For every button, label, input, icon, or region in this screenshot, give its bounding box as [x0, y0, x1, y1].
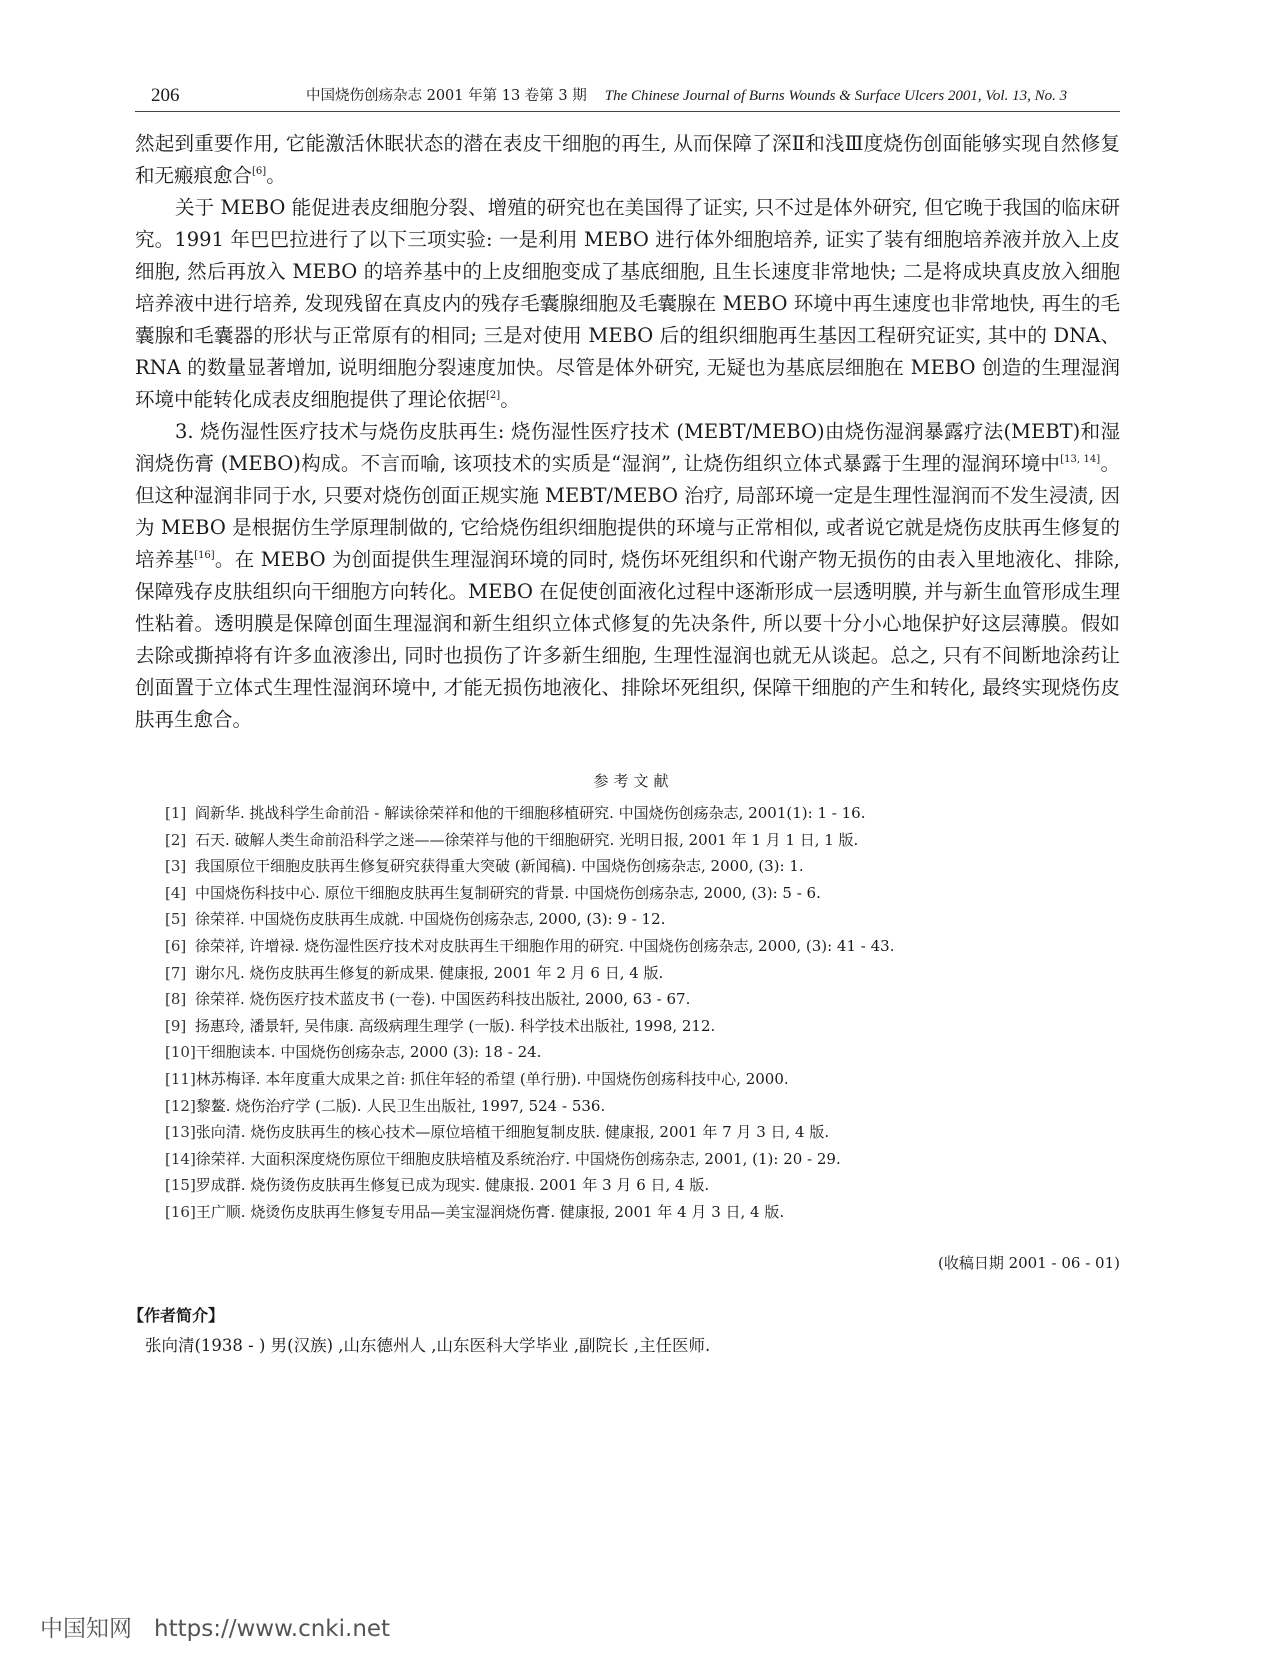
reference-number: [4]	[165, 883, 187, 902]
reference-number: [11]	[165, 1069, 196, 1088]
reference-item	[165, 827, 1115, 854]
paragraph-1-end: 。	[266, 164, 286, 187]
reference-list	[165, 800, 1115, 1226]
journal-title-en: The Chinese Journal of Burns Wounds & Surface Ulcers 2001, Vol. 13, No. 3	[604, 88, 1068, 104]
citation-16: [16]	[194, 550, 215, 561]
reference-text: 王广顺. 烧烫伤皮肤再生修复专用品—美宝湿润烧伤膏. 健康报, 2001 年 4 月 3 日, 4 版.	[195, 1202, 785, 1221]
received-date: (收稿日期 2001 - 06 - 01)	[937, 1254, 1120, 1272]
paragraph-1-text: 然起到重要作用, 它能激活休眠状态的潜在表皮干细胞的再生, 从而保障了深Ⅱ和浅Ⅲ度烧伤创面能够实现自然修复和无瘢痕愈合	[135, 132, 1120, 187]
header-rule	[135, 111, 1120, 112]
reference-number: [9]	[165, 1016, 187, 1035]
reference-item	[165, 1066, 1115, 1093]
journal-title-cn: 中国烧伤创疡杂志 2001 年第 13 卷第 3 期	[306, 88, 587, 104]
reference-text: 张向清. 烧伤皮肤再生的核心技术—原位培植干细胞复制皮肤. 健康报, 2001 年 7 月 3 日, 4 版.	[195, 1123, 830, 1142]
reference-text: 徐荣祥, 许增禄. 烧伤湿性医疗技术对皮肤再生干细胞作用的研究. 中国烧伤创疡杂志, 2000, (3): 41 - 43.	[195, 936, 895, 955]
reference-number: [12]	[165, 1096, 196, 1115]
reference-item	[165, 1013, 1115, 1040]
reference-item	[165, 1093, 1115, 1120]
reference-number: [5]	[165, 910, 187, 929]
reference-item	[165, 1119, 1115, 1146]
reference-text: 徐荣祥. 中国烧伤皮肤再生成就. 中国烧伤创疡杂志, 2000, (3): 9 - 12.	[195, 910, 666, 929]
site-url[interactable]: https://www.cnki.net	[154, 1616, 391, 1642]
citation-2: [2]	[486, 390, 501, 401]
paragraph-3-text-a: 3. 烧伤湿性医疗技术与烧伤皮肤再生: 烧伤湿性医疗技术 (MEBT/MEBO)由烧伤湿润暴露疗法(MEBT)和湿润烧伤膏 (MEBO)构成。不言而喻, 该项技术的实质是“湿润”, 让烧伤组织立体式暴露于生理的湿润环境中	[135, 420, 1120, 475]
paragraph-3-text-c: 。在 MEBO 为创面提供生理湿润环境的同时, 烧伤坏死组织和代谢产物无损伤的由表入里地液化、排除, 保障残存皮肤组织向干细胞方向转化。MEBO 在促使创面液化过程中逐渐形成一层透明膜, 并与新生血管形成生理性粘着。透明膜是保障创面生理湿润和新生组织立体式修复的先决条件, 所以要十分小心地保护好这层薄膜。假如去除或撕掉将有许多血液渗出, 同时也损伤了许多新生细胞, 生理性湿润也就无从谈起。总之, 只有不间断地涂药让创面置于立体式生理性湿润环境中, 才能无损伤地液化、排除坏死组织, 保障干细胞的产生和转化, 最终实现烧伤皮肤再生愈合。	[135, 548, 1120, 731]
paragraph-1	[135, 128, 1120, 192]
reference-number: [1]	[165, 804, 187, 822]
reference-number: [14]	[165, 1149, 196, 1168]
references-heading: 参考文献	[593, 772, 674, 790]
paragraph-2-text: 关于 MEBO 能促进表皮细胞分裂、增殖的研究也在美国得了证实, 只不过是体外研究, 但它晚于我国的临床研究。1991 年巴巴拉进行了以下三项实验: 一是利用 MEBO 进行体外细胞培养, 证实了装有细胞培养液并放入上皮细胞, 然后再放入 MEBO 的培养基中的上皮细胞变成了基底细胞, 且生长速度非常地快; 二是将成块真皮放入细胞培养液中进行培养, 发现残留在真皮内的残存毛囊腺细胞及毛囊腺在 MEBO 环境中再生速度也非常地快, 再生的毛囊腺和毛囊器的形状与正常原有的相同; 三是对使用 MEBO 后的组织细胞再生基因工程研究证实, 其中的 DNA、RNA 的数量显著增加, 说明细胞分裂速度加快。尽管是体外研究, 无疑也为基底层细胞在 MEBO 创造的生理湿润环境中能转化成表皮细胞提供了理论依据	[135, 196, 1120, 411]
reference-text: 徐荣祥. 大面积深度烧伤原位干细胞皮肤培植及系统治疗. 中国烧伤创疡杂志, 2001, (1): 20 - 29.	[195, 1149, 841, 1168]
reference-text: 谢尔凡. 烧伤皮肤再生修复的新成果. 健康报, 2001 年 2 月 6 日, 4 版.	[195, 963, 664, 982]
reference-item	[165, 853, 1115, 880]
reference-text: 徐荣祥. 烧伤医疗技术蓝皮书 (一卷). 中国医药科技出版社, 2000, 63 - 67.	[195, 990, 691, 1009]
reference-number: [3]	[165, 857, 187, 876]
author-bio: 张向清(1938 - ) 男(汉族) ,山东德州人 ,山东医科大学毕业 ,副院长 ,主任医师.	[145, 1336, 711, 1355]
reference-item	[165, 1146, 1115, 1173]
reference-number: [7]	[165, 963, 187, 982]
reference-text: 中国烧伤科技中心. 原位干细胞皮肤再生复制研究的背景. 中国烧伤创疡杂志, 2000, (3): 5 - 6.	[195, 883, 821, 902]
reference-item	[165, 986, 1115, 1013]
page-number: 206	[151, 85, 180, 106]
paragraph-3-text-b: 。但这种湿润非同于水, 只要对烧伤创面正规实施 MEBT/MEBO 治疗, 局部环境一定是生理性湿润而不发生浸渍, 因为 MEBO 是根据仿生学原理制做的, 它给烧伤组织细胞提供的环境与正常相似, 或者说它就是烧伤皮肤再生修复的培养基	[135, 452, 1121, 571]
reference-number: [13]	[165, 1123, 196, 1142]
article-body	[135, 128, 1120, 736]
reference-item	[165, 800, 1115, 827]
reference-text: 黎鳌. 烧伤治疗学 (二版). 人民卫生出版社, 1997, 524 - 536.	[195, 1096, 606, 1115]
paragraph-3	[135, 416, 1120, 736]
running-title	[306, 84, 1067, 108]
page-header	[135, 84, 1120, 108]
reference-item	[165, 1199, 1115, 1226]
reference-text: 扬惠玲, 潘景轩, 吴伟康. 高级病理生理学 (一版). 科学技术出版社, 1998, 212.	[195, 1016, 716, 1035]
reference-text: 阎新华. 挑战科学生命前沿 - 解读徐荣祥和他的干细胞移植研究. 中国烧伤创疡杂志, 2001(1): 1 - 16.	[195, 804, 866, 822]
reference-item	[165, 960, 1115, 987]
citation-13-14: [13, 14]	[1060, 454, 1101, 465]
watermark-footer	[40, 1610, 390, 1643]
reference-number: [2]	[165, 830, 187, 849]
reference-text: 我国原位干细胞皮肤再生修复研究获得重大突破 (新闻稿). 中国烧伤创疡杂志, 2000, (3): 1.	[195, 857, 804, 876]
paragraph-2	[135, 192, 1120, 416]
paragraph-2-end: 。	[500, 388, 520, 411]
reference-text: 石天. 破解人类生命前沿科学之迷——徐荣祥与他的干细胞研究. 光明日报, 2001 年 1 月 1 日, 1 版.	[195, 830, 859, 849]
reference-text: 罗成群. 烧伤烫伤皮肤再生修复已成为现实. 健康报. 2001 年 3 月 6 日, 4 版.	[195, 1176, 710, 1195]
reference-number: [10]	[165, 1043, 196, 1062]
reference-item	[165, 1039, 1115, 1066]
reference-number: [15]	[165, 1176, 196, 1195]
citation-6: [6]	[252, 166, 267, 177]
author-heading: 【作者简介】	[128, 1306, 225, 1325]
site-name: 中国知网	[40, 1616, 132, 1642]
reference-item	[165, 880, 1115, 907]
reference-item	[165, 933, 1115, 960]
reference-number: [6]	[165, 936, 187, 955]
reference-text: 干细胞读本. 中国烧伤创疡杂志, 2000 (3): 18 - 24.	[195, 1043, 542, 1062]
reference-number: [8]	[165, 990, 187, 1009]
reference-item	[165, 906, 1115, 933]
reference-number: [16]	[165, 1202, 196, 1221]
reference-item	[165, 1172, 1115, 1199]
reference-text: 林苏梅译. 本年度重大成果之首: 抓住年轻的希望 (单行册). 中国烧伤创疡科技中心, 2000.	[195, 1069, 789, 1088]
